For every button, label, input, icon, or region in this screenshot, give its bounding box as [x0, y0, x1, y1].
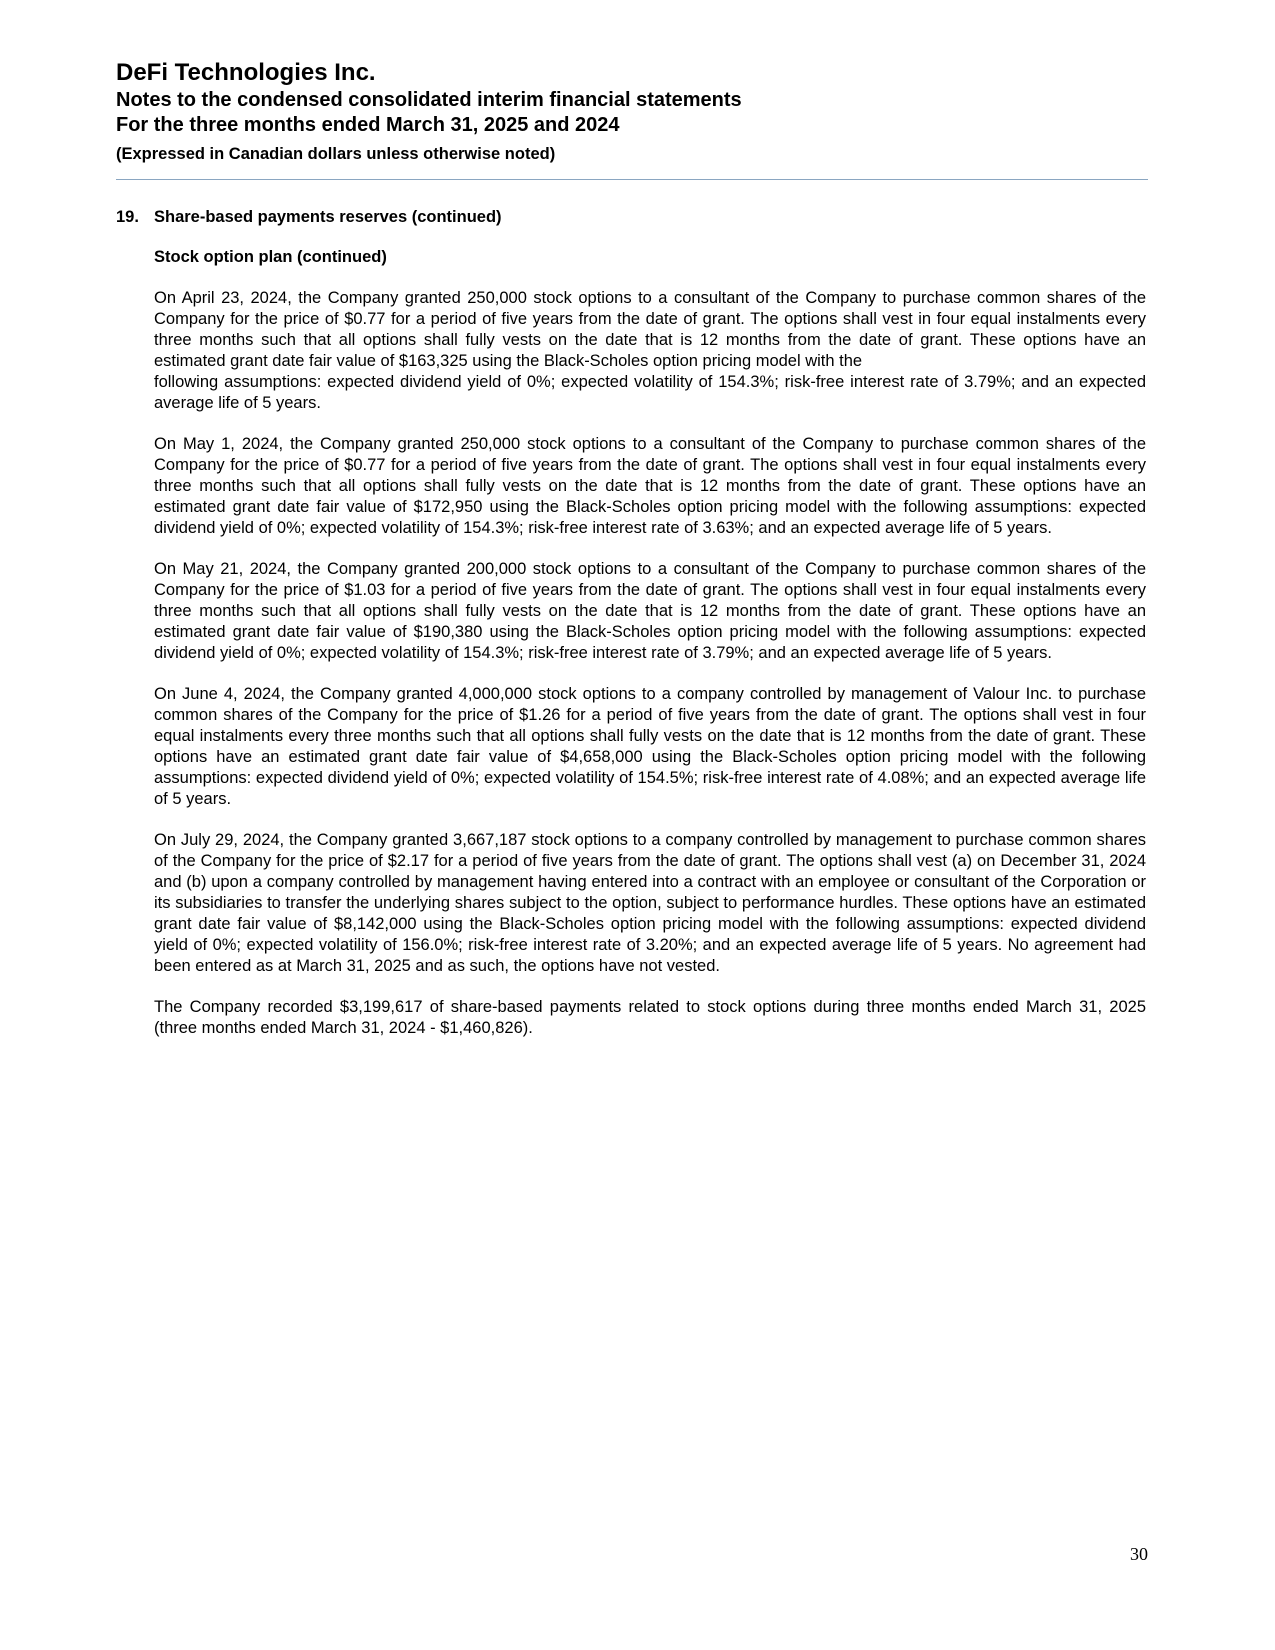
note-section-19 — [116, 206, 1146, 1039]
header-divider — [116, 179, 1148, 180]
paragraph-april-23-grant — [154, 288, 1146, 414]
paragraph-may-21-grant: On May 21, 2024, the Company granted 200,000 stock options to a consultant of the Company to purchase common shares of the Company for the price of $1.03 for a period of five years from the date of grant. The options shall vest in four equal instalments every three months such that all options shall fully vests on the date that is 12 months from the date of grant. These options have an estimated grant date fair value of $190,380 using the Black-Scholes option pricing model with the following assumptions: expected dividend yield of 0%; expected volatility of 154.3%; risk-free interest rate of 3.79%; and an expected average life of 5 years. — [154, 560, 1146, 662]
currency-note: (Expressed in Canadian dollars unless otherwise noted) — [116, 145, 556, 163]
paragraph-may-1-grant: On May 1, 2024, the Company granted 250,000 stock options to a consultant of the Company to purchase common shares of the Company for the price of $0.77 for a period of five years from the date of grant. The options shall vest in four equal instalments every three months such that all options shall fully vests on the date that is 12 months from the date of grant. These options have an estimated grant date fair value of $172,950 using the Black-Scholes option pricing model with the following assumptions: expected dividend yield of 0%; expected volatility of 154.3%; risk-free interest rate of 3.63%; and an expected average life of 5 years. — [154, 435, 1146, 537]
paragraph-continuation: following assumptions: expected dividend yield of 0%; expected volatility of 154.3%; risk-free interest rate of 3.79%; and an expected average life of 5 years. — [154, 373, 1146, 412]
statement-title: Notes to the condensed consolidated interim financial statements — [116, 89, 742, 111]
paragraph-text: On April 23, 2024, the Company granted 250,000 stock options to a consultant of the Company to purchase common shares of the Company for the price of $0.77 for a period of five years from the date of grant. The options shall vest in four equal instalments every three months such that all options shall fully vests on the date that is 12 months from the date of grant. These options have an estimated grant date fair value of $163,325 using the Black-Scholes option pricing model with the — [154, 289, 1146, 370]
paragraph-june-4-grant: On June 4, 2024, the Company granted 4,000,000 stock options to a company controlled by management of Valour Inc. to purchase common shares of the Company for the price of $1.26 for a period of five years from the date of grant. The options shall vest in four equal instalments every three months such that all options shall fully vests on the date that is 12 months from the date of grant. These options have an estimated grant date fair value of $4,658,000 using the Black-Scholes option pricing model with the following assumptions: expected dividend yield of 0%; expected volatility of 154.5%; risk-free interest rate of 4.08%; and an expected average life of 5 years. — [154, 685, 1146, 808]
paragraph-share-based-payments-summary: The Company recorded $3,199,617 of share-based payments related to stock options during three months ended March 31, 2025 (three months ended March 31, 2024 - $1,460,826). — [154, 998, 1146, 1037]
page-number: 30 — [1130, 1544, 1148, 1564]
section-heading — [116, 206, 1146, 228]
paragraph-july-29-grant: On July 29, 2024, the Company granted 3,667,187 stock options to a company controlled by management to purchase common shares of the Company for the price of $2.17 for a period of five years from the date of grant. The options shall vest (a) on December 31, 2024 and (b) upon a company controlled by management having entered into a contract with an employee or consultant of the Corporation or its subsidiaries to transfer the underlying shares subject to the option, subject to performance hurdles. These options have an estimated grant date fair value of $8,142,000 using the Black-Scholes option pricing model with the following assumptions: expected dividend yield of 0%; expected volatility of 156.0%; risk-free interest rate of 3.20%; and an expected average life of 5 years. No agreement had been entered as at March 31, 2025 and as such, the options have not vested. — [154, 831, 1146, 975]
page-header — [116, 58, 1146, 166]
company-name: DeFi Technologies Inc. — [116, 59, 376, 86]
reporting-period: For the three months ended March 31, 2025 and 2024 — [116, 114, 620, 136]
section-title: Share-based payments reserves (continued) — [154, 208, 502, 226]
subsection-heading: Stock option plan (continued) — [154, 248, 387, 266]
section-number: 19. — [116, 208, 139, 226]
section-body — [154, 246, 1146, 1039]
